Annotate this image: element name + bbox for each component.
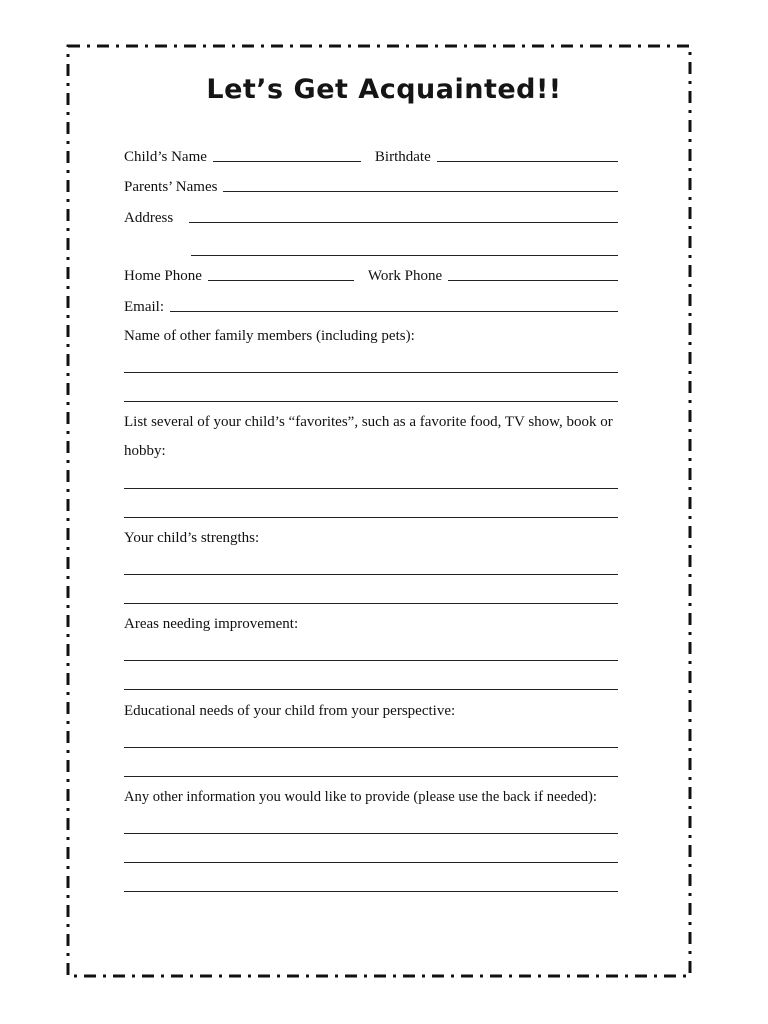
child-name-row bbox=[124, 142, 618, 166]
improvement-line[interactable] bbox=[124, 689, 618, 690]
home-phone-label: Home Phone bbox=[124, 268, 202, 284]
email-field[interactable] bbox=[170, 309, 618, 312]
address-row bbox=[124, 203, 618, 227]
other-info-prompt: Any other information you would like to provide (please use the back if needed): bbox=[124, 789, 597, 805]
favorites-line[interactable] bbox=[124, 488, 618, 489]
family-members-line[interactable] bbox=[124, 401, 618, 402]
child-name-label: Child’s Name bbox=[124, 149, 207, 165]
email-row bbox=[124, 292, 618, 316]
parents-names-field[interactable] bbox=[223, 189, 618, 192]
birthdate-field[interactable] bbox=[437, 159, 618, 162]
child-name-field[interactable] bbox=[213, 159, 361, 162]
address-line-2[interactable] bbox=[191, 255, 618, 256]
improvement-prompt: Areas needing improvement: bbox=[124, 616, 299, 632]
strengths-prompt: Your child’s strengths: bbox=[124, 530, 260, 546]
favorites-line[interactable] bbox=[124, 517, 618, 518]
email-label: Email: bbox=[124, 299, 164, 315]
educational-needs-line[interactable] bbox=[124, 747, 618, 748]
birthdate-label: Birthdate bbox=[374, 149, 431, 165]
parents-names-row bbox=[124, 172, 618, 196]
favorites-prompt: List several of your child’s “favorites”, such as a favorite food, TV show, book or hobby: bbox=[124, 414, 613, 459]
improvement-line[interactable] bbox=[124, 660, 618, 661]
phone-row bbox=[124, 261, 618, 285]
strengths-line[interactable] bbox=[124, 603, 618, 604]
address-label: Address bbox=[124, 210, 174, 226]
other-info-line[interactable] bbox=[124, 862, 618, 863]
family-members-line[interactable] bbox=[124, 372, 618, 373]
educational-needs-line[interactable] bbox=[124, 776, 618, 777]
other-info-line[interactable] bbox=[124, 833, 618, 834]
educational-needs-prompt: Educational needs of your child from your perspective: bbox=[124, 703, 456, 719]
other-info-line[interactable] bbox=[124, 891, 618, 892]
strengths-line[interactable] bbox=[124, 574, 618, 575]
parents-names-label: Parents’ Names bbox=[124, 179, 218, 195]
address-field[interactable] bbox=[189, 220, 618, 223]
work-phone-label: Work Phone bbox=[367, 268, 443, 284]
work-phone-field[interactable] bbox=[448, 278, 618, 281]
page-title: Let’s Get Acquainted!! bbox=[206, 74, 562, 105]
family-members-prompt: Name of other family members (including pets): bbox=[124, 328, 415, 344]
home-phone-field[interactable] bbox=[208, 278, 354, 281]
